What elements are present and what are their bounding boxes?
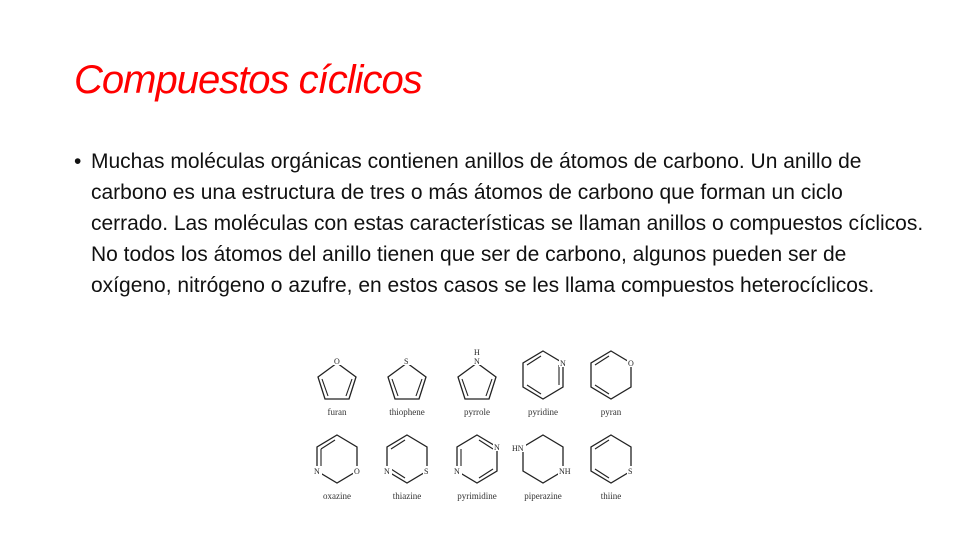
molecule-label: piperazine [524, 491, 562, 501]
atom-label: HN [512, 444, 524, 453]
bullet-paragraph [74, 146, 924, 301]
molecule-label: furan [327, 407, 347, 417]
molecule-pyridine [508, 345, 578, 425]
molecule-piperazine [508, 429, 578, 509]
molecule-pyrrole [442, 345, 512, 425]
atom-label: N [474, 357, 480, 366]
molecule-pyran [576, 345, 646, 425]
atom-label: O [628, 359, 634, 368]
atom-label: N [454, 467, 460, 476]
molecule-thiazine [372, 429, 442, 509]
molecule-oxazine [302, 429, 372, 509]
atom-label: N [384, 467, 390, 476]
slide-title: Compuestos cíclicos [74, 58, 422, 102]
bullet-marker: • [74, 150, 82, 173]
atom-label: S [628, 467, 633, 476]
molecule-label: pyran [600, 407, 622, 417]
atom-label: H [474, 348, 480, 357]
molecule-thiophene [372, 345, 442, 425]
molecule-furan [302, 345, 372, 425]
atom-label: N [314, 467, 320, 476]
atom-label: N [560, 359, 566, 368]
molecule-label: oxazine [323, 491, 351, 501]
atom-label: O [334, 357, 340, 366]
atom-label: O [354, 467, 360, 476]
molecule-label: thiine [600, 491, 622, 501]
paragraph-text: Muchas moléculas orgánicas contienen anillos de átomos de carbono. Un anillo de carbono es una estructura de tres o más átomos de carbono que forman un ciclo cerrado. Las moléculas con estas características se llaman anillos o compuestos cíclicos. No todos los átomos del anillo tienen que ser de carbono, algunos pueden ser de oxígeno, nitrógeno o azufre, en estos casos se les llama compuestos heterocíclicos. [91, 150, 924, 297]
atom-label: S [404, 357, 409, 366]
molecule-label: pyrrole [464, 407, 490, 417]
molecule-pyrimidine [442, 429, 512, 509]
molecule-thiine [576, 429, 646, 509]
atom-label: S [424, 467, 429, 476]
molecule-label: pyrimidine [457, 491, 497, 501]
atom-label: N [494, 443, 500, 452]
heterocycle-figure [300, 345, 645, 510]
molecule-label: thiophene [389, 407, 425, 417]
molecule-label: pyridine [528, 407, 558, 417]
atom-label: NH [559, 467, 571, 476]
molecule-label: thiazine [392, 491, 422, 501]
